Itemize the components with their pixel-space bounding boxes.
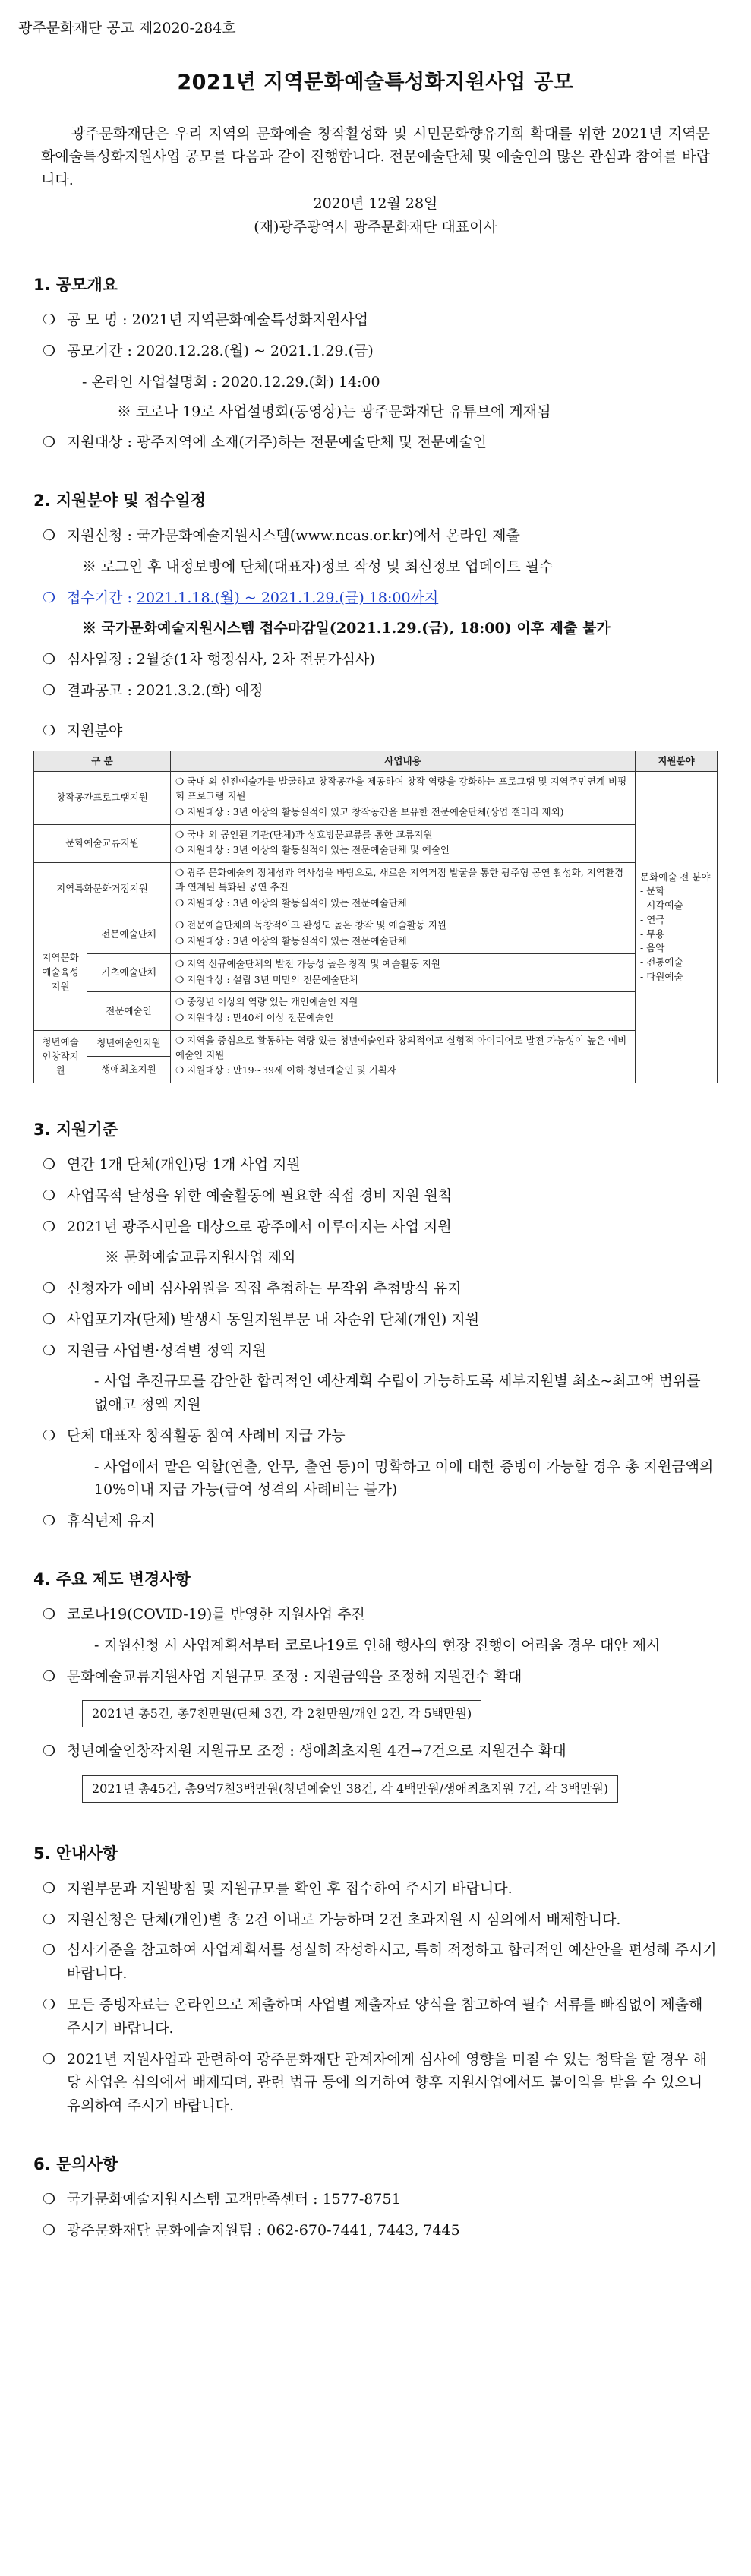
table-cell: 창작공간프로그램지원	[34, 772, 171, 824]
circle-bullet-icon: ❍	[43, 1942, 56, 1959]
list-item: ❍ 지원신청은 단체(개인)별 총 2건 이내로 가능하며 2건 초과지원 시 심의에서 배제합니다.	[33, 1908, 718, 1932]
circle-bullet-icon: ❍	[43, 1996, 56, 2013]
side-fields-cell: 문화예술 전 분야 - 문학 - 시각예술 - 연극 - 무용 - 음악 - 전통예술 - 다원예술	[636, 772, 718, 1083]
circle-bullet-icon: ❍	[43, 651, 56, 668]
table-cell: ❍ 지역 신규예술단체의 발전 가능성 높은 창작 및 예술활동 지원 ❍ 지원대상 : 설립 3년 미만의 전문예술단체	[171, 953, 636, 992]
apply-note: ※ 로그인 후 내정보방에 단체(대표자)정보 작성 및 최신정보 업데이트 필수	[82, 558, 554, 575]
list-item: ❍ 문화예술교류지원사업 지원규모 조정 : 지원금액을 조정해 지원건수 확대	[33, 1665, 718, 1689]
table-group-cell: 지역문화예술육성지원	[34, 915, 87, 1031]
deadline-note: ※ 국가문화예술지원시스템 접수마감일(2021.1.29.(금), 18:00) 이후 제출 불가	[82, 620, 611, 637]
list-item: ❍ 2021년 광주시민을 대상으로 광주에서 이루어지는 사업 지원	[33, 1215, 718, 1239]
table-group-cell: 청년예술인창작지원	[34, 1030, 87, 1083]
circle-bullet-icon: ❍	[43, 527, 56, 545]
change-detail: - 지원신청 시 사업계획서부터 코로나19로 인해 행사의 현장 진행이 어려울 경우 대안 제시	[94, 1636, 661, 1654]
scale-box: 2021년 총45건, 총9억7천3백만원(청년예술인 38건, 각 4백만원/생애최초지원 7건, 각 3백만원)	[82, 1775, 618, 1803]
section-title-changes: 4. 주요 제도 변경사항	[33, 1570, 191, 1589]
table-row	[34, 953, 718, 992]
circle-bullet-icon: ❍	[43, 722, 56, 739]
list-item: ❍ 모든 증빙자료는 온라인으로 제출하며 사업별 제출자료 양식을 참고하여 필수 서류를 빠짐없이 제출해 주시기 바랍니다.	[33, 1993, 718, 2040]
table-row	[34, 992, 718, 1031]
list-item: ❍ 사업목적 달성을 위한 예술활동에 필요한 직접 경비 지원 원칙	[33, 1184, 718, 1208]
circle-bullet-icon: ❍	[43, 1911, 56, 1928]
list-item: ❍ 심사기준을 참고하여 사업계획서를 성실히 작성하시고, 특히 적정하고 합리적인 예산안을 편성해 주시기 바랍니다.	[33, 1939, 718, 1986]
circle-bullet-icon: ❍	[43, 589, 56, 606]
table-row	[34, 772, 718, 824]
section-title-overview: 1. 공모개요	[33, 276, 118, 295]
list-item: ❍ 2021년 지원사업과 관련하여 광주문화재단 관계자에게 심사에 영향을 미칠 수 있는 청탁을 할 경우 해당 사업은 심의에서 배제되며, 관련 법규 등에 의거하여 향후 지원사업에서도 불이익을 받을 수 있으니 유의하여 주시기 바랍니다.	[33, 2048, 718, 2118]
table-cell: 청년예술인지원	[87, 1030, 171, 1057]
table-row	[34, 1030, 718, 1057]
table-header: 사업내용	[171, 751, 636, 772]
circle-bullet-icon: ❍	[43, 1667, 56, 1685]
list-item: ❍ 공 모 명 : 2021년 지역문화예술특성화지원사업	[33, 308, 718, 332]
online-briefing: - 온라인 사업설명회 : 2020.12.29.(화) 14:00	[82, 373, 380, 390]
table-cell: ❍ 전문예술단체의 독창적이고 완성도 높은 창작 및 예술활동 지원 ❍ 지원대상 : 3년 이상의 활동실적이 있는 전문예술단체	[171, 915, 636, 954]
list-item: ❍ 공모기간 : 2020.12.28.(월) ~ 2021.1.29.(금)	[33, 340, 718, 363]
list-item: ❍ 단체 대표자 창작활동 참여 사례비 지급 가능	[33, 1424, 718, 1448]
list-item: ❍ 지원신청 : 국가문화예술지원시스템(www.ncas.or.kr)에서 온라인 제출	[33, 524, 718, 548]
list-item: ❍ 휴식년제 유지	[33, 1509, 718, 1533]
table-row	[34, 863, 718, 915]
list-item: ❍ 국가문화예술지원시스템 고객만족센터 : 1577-8751	[33, 2188, 718, 2211]
list-item: ❍ 지원분야	[33, 719, 718, 743]
list-item: ❍ 결과공고 : 2021.3.2.(화) 예정	[33, 679, 718, 703]
circle-bullet-icon: ❍	[43, 2190, 56, 2208]
circle-bullet-icon: ❍	[43, 434, 56, 451]
table-header-row	[34, 751, 718, 772]
table-cell: ❍ 국내 외 공인된 기관(단체)과 상호방문교류를 통한 교류지원 ❍ 지원대상 : 3년 이상의 활동실적이 있는 전문예술단체 및 예술인	[171, 824, 636, 863]
circle-bullet-icon: ❍	[43, 1606, 56, 1623]
table-header: 구 분	[34, 751, 171, 772]
circle-bullet-icon: ❍	[43, 2050, 56, 2068]
criteria-detail: - 사업 추진규모를 감안한 합리적인 예산계획 수립이 가능하도록 세부지원별 최소~최고액 범위를 없애고 정액 지원	[94, 1373, 701, 1414]
circle-bullet-icon: ❍	[43, 1743, 56, 1760]
table-cell: ❍ 지역을 중심으로 활동하는 역량 있는 청년예술인과 창의적이고 실험적 아이디어로 발전 가능성이 높은 예비예술인 지원 ❍ 지원대상 : 만19~39세 이하 청년예술인 및 기획자	[171, 1030, 636, 1083]
circle-bullet-icon: ❍	[43, 1512, 56, 1530]
circle-bullet-icon: ❍	[43, 1342, 56, 1359]
circle-bullet-icon: ❍	[43, 1187, 56, 1204]
scale-box: 2021년 총5건, 총7천만원(단체 3건, 각 2천만원/개인 2건, 각 5백만원)	[82, 1700, 481, 1727]
table-cell: 기초예술단체	[87, 953, 171, 992]
circle-bullet-icon: ❍	[43, 1427, 56, 1444]
list-item: ❍ 청년예술인창작지원 지원규모 조정 : 생애최초지원 4건→7건으로 지원건수 확대	[33, 1740, 718, 1763]
table-cell: ❍ 광주 문화예술의 정체성과 역사성을 바탕으로, 새로운 지역거점 발굴을 통한 광주형 공연 활성화, 지역환경과 연계된 특화된 공연 추진 ❍ 지원대상 : 3년 이상의 활동실적이 있는 전문예술단체	[171, 863, 636, 915]
support-fields-table	[33, 751, 718, 1084]
list-item: ❍ 사업포기자(단체) 발생시 동일지원부문 내 차순위 단체(개인) 지원	[33, 1308, 718, 1332]
list-item: ❍ 광주문화재단 문화예술지원팀 : 062-670-7441, 7443, 7445	[33, 2219, 718, 2243]
circle-bullet-icon: ❍	[43, 311, 56, 329]
table-cell: ❍ 중장년 이상의 역량 있는 개인예술인 지원 ❍ 지원대상 : 만40세 이상 전문예술인	[171, 992, 636, 1031]
table-cell: 생애최초지원	[87, 1057, 171, 1083]
notice-date: 2020년 12월 28일	[313, 194, 438, 212]
table-cell: 문화예술교류지원	[34, 824, 171, 863]
section-title-guide: 5. 안내사항	[33, 1844, 118, 1863]
issuer: (재)광주광역시 광주문화재단 대표이사	[254, 218, 497, 235]
list-item: ❍ 코로나19(COVID-19)를 반영한 지원사업 추진	[33, 1603, 718, 1626]
list-item: ❍ 지원대상 : 광주지역에 소재(거주)하는 전문예술단체 및 전문예술인	[33, 431, 718, 454]
list-item: ❍ 연간 1개 단체(개인)당 1개 사업 지원	[33, 1153, 718, 1177]
section-title-criteria: 3. 지원기준	[33, 1120, 118, 1139]
criteria-detail: - 사업에서 맡은 역할(연출, 안무, 출연 등)이 명확하고 이에 대한 증빙이 가능할 경우 총 지원금액의 10%이내 지급 가능(급여 성격의 사례비는 불가)	[94, 1458, 714, 1499]
list-item: ❍ 심사일정 : 2월중(1차 행정심사, 2차 전문가심사)	[33, 648, 718, 672]
table-row	[34, 915, 718, 954]
circle-bullet-icon: ❍	[43, 2221, 56, 2239]
notice-number: 광주문화재단 공고 제2020-284호	[18, 20, 236, 36]
section-title-fields-schedule: 2. 지원분야 및 접수일정	[33, 491, 207, 510]
table-header: 지원분야	[636, 751, 718, 772]
circle-bullet-icon: ❍	[43, 1218, 56, 1235]
online-briefing-note: ※ 코로나 19로 사업설명회(동영상)는 광주문화재단 유튜브에 게재됨	[117, 403, 551, 420]
table-cell: 지역특화문화거점지원	[34, 863, 171, 915]
circle-bullet-icon: ❍	[43, 682, 56, 700]
circle-bullet-icon: ❍	[43, 1310, 56, 1328]
list-item: ❍ 지원부문과 지원방침 및 지원규모를 확인 후 접수하여 주시기 바랍니다.	[33, 1877, 718, 1901]
circle-bullet-icon: ❍	[43, 1280, 56, 1297]
table-cell: 전문예술인	[87, 992, 171, 1031]
table-row	[34, 824, 718, 863]
intro-paragraph: 광주문화재단은 우리 지역의 문화예술 창작활성화 및 시민문화향유기회 확대를 위한 2021년 지역문화예술특성화지원사업 공모를 다음과 같이 진행합니다. 전문예술단체 및 예술인의 많은 관심과 참여를 바랍니다.	[41, 125, 710, 189]
criteria-note: ※ 문화예술교류지원사업 제외	[105, 1249, 296, 1266]
document-title: 2021년 지역문화예술특성화지원사업 공모	[177, 70, 574, 94]
list-item-period: ❍ 접수기간 : 2021.1.18.(월) ~ 2021.1.29.(금) 18:00까지	[33, 586, 718, 610]
section-title-contact: 6. 문의사항	[33, 2154, 118, 2173]
circle-bullet-icon: ❍	[43, 343, 56, 360]
period-value: 2021.1.18.(월) ~ 2021.1.29.(금) 18:00까지	[136, 589, 439, 606]
circle-bullet-icon: ❍	[43, 1156, 56, 1174]
list-item: ❍ 신청자가 예비 심사위원을 직접 추첨하는 무작위 추첨방식 유지	[33, 1277, 718, 1301]
list-item: ❍ 지원금 사업별·성격별 정액 지원	[33, 1339, 718, 1363]
circle-bullet-icon: ❍	[43, 1879, 56, 1897]
table-cell: ❍ 국내 외 신진예술가를 발굴하고 창작공간을 제공하여 창작 역량을 강화하는 프로그램 및 지역주민연계 비평회 프로그램 지원 ❍ 지원대상 : 3년 이상의 활동실적이 있고 창작공간을 보유한 전문예술단체(상업 갤러리 제외)	[171, 772, 636, 824]
table-cell: 전문예술단체	[87, 915, 171, 954]
